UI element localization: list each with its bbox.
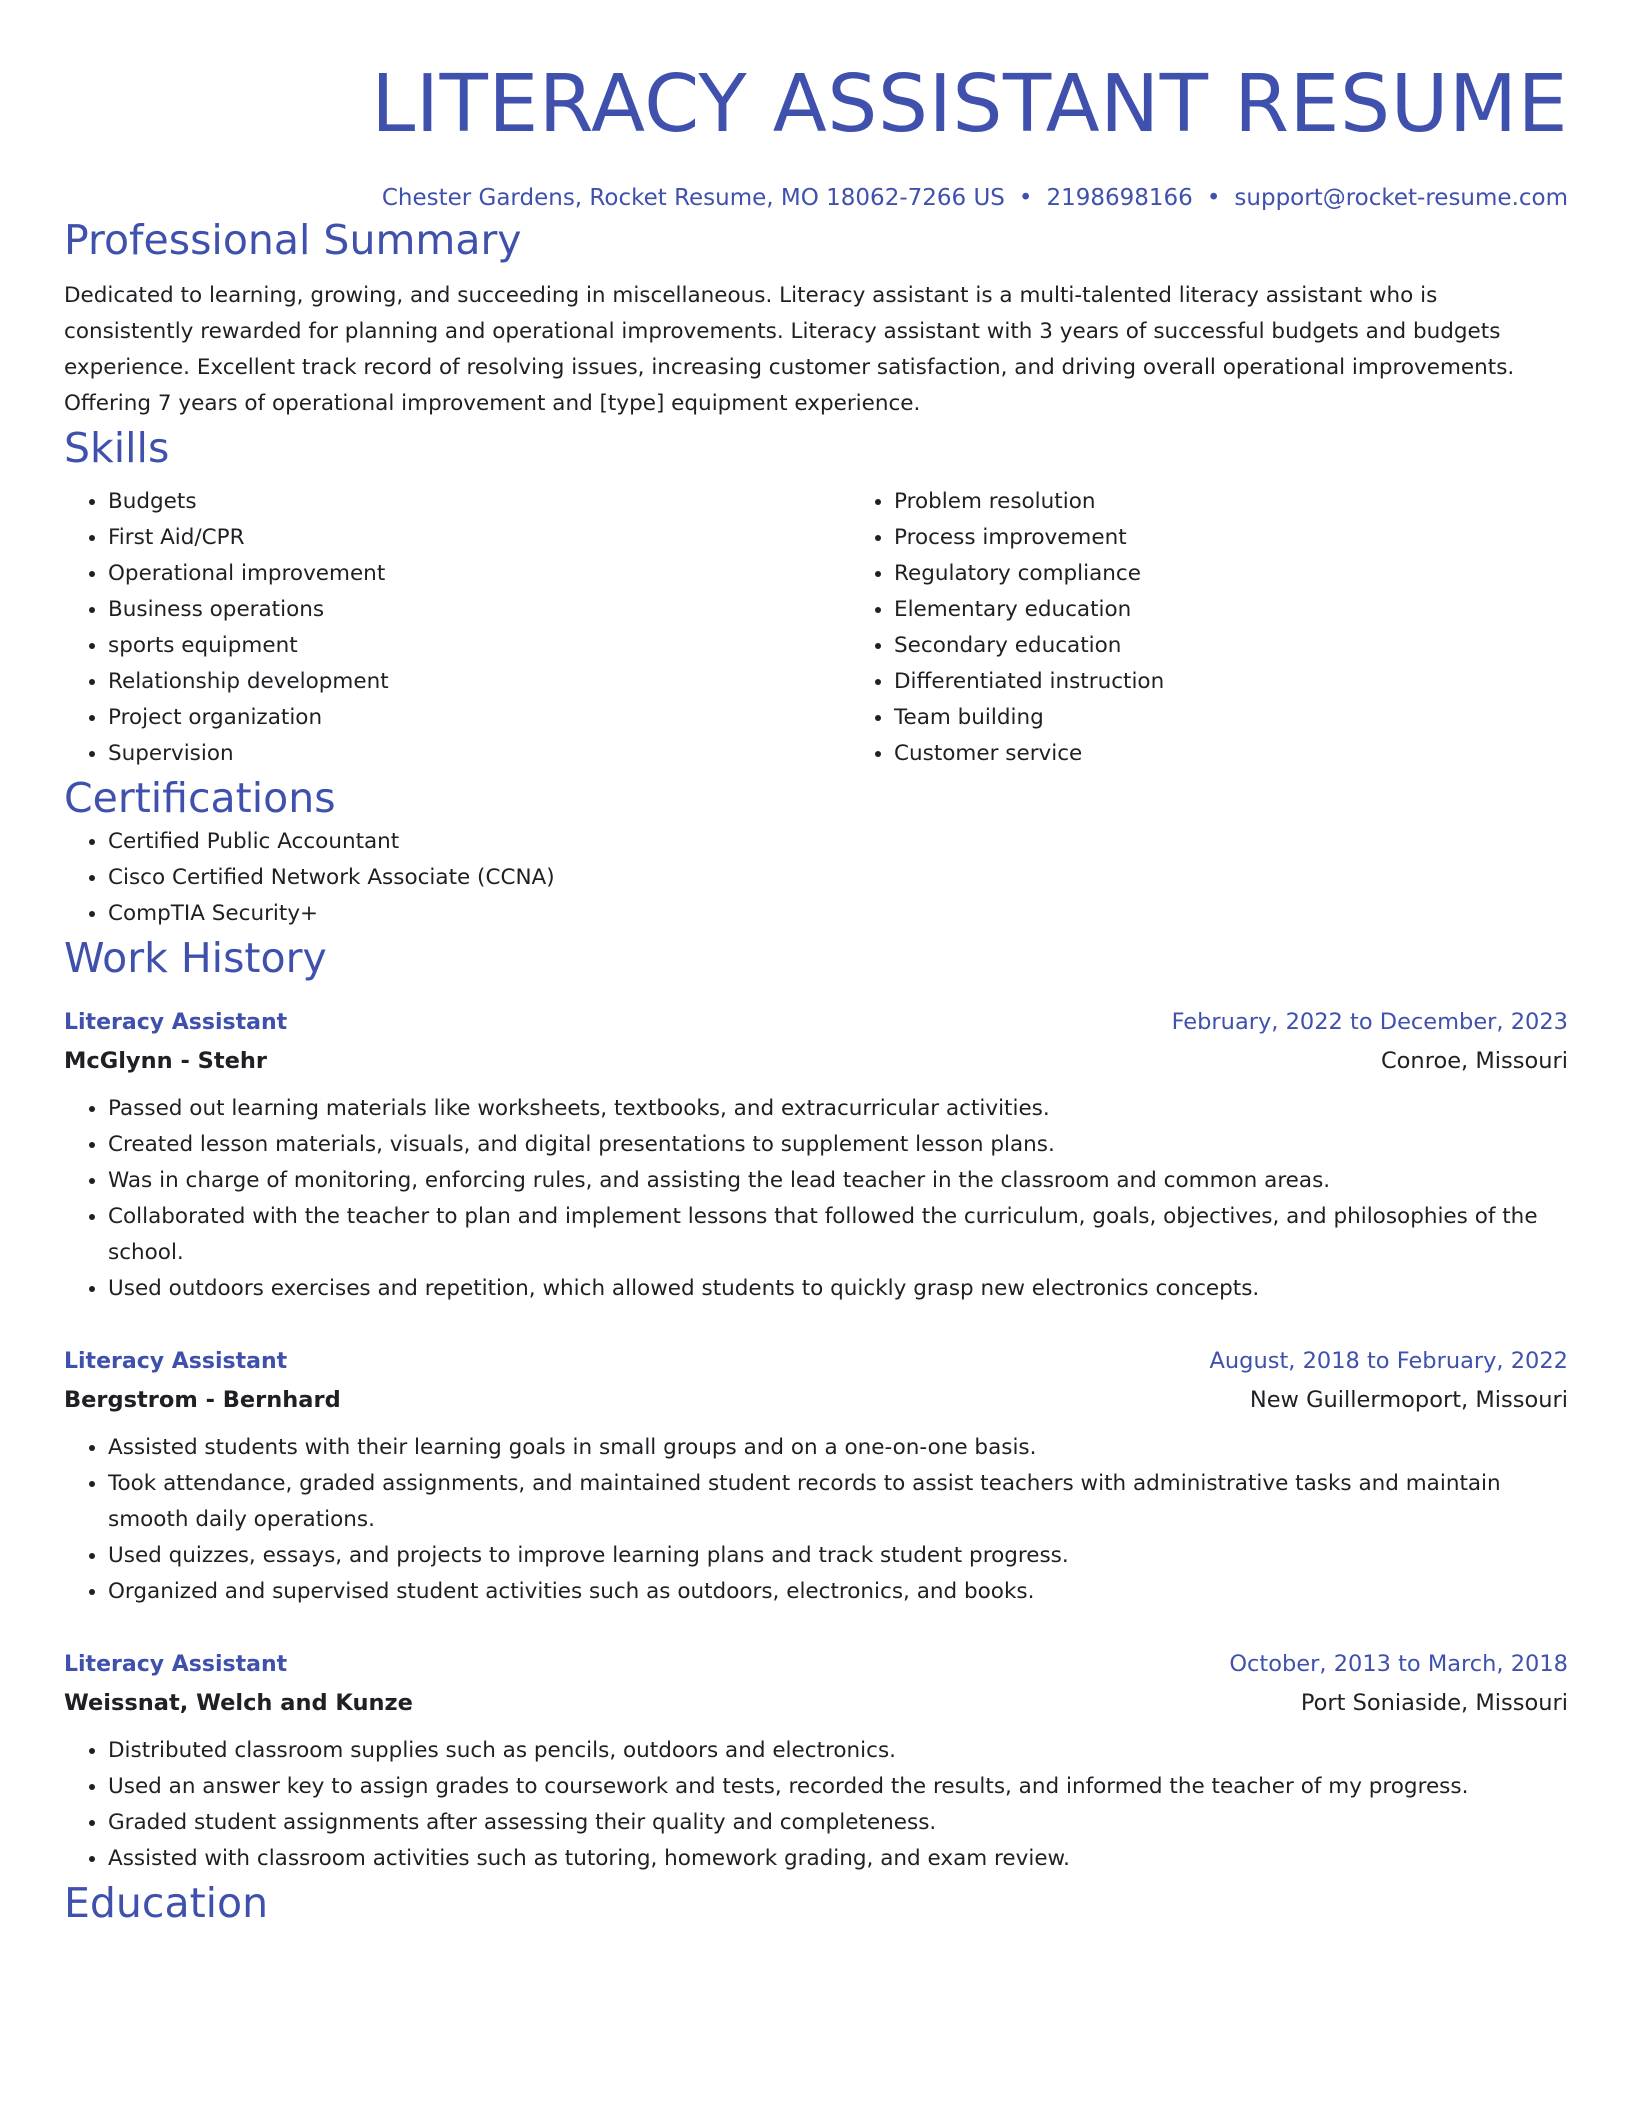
summary-text: Dedicated to learning, growing, and succeeding in miscellaneous. Literacy assistant is a multi-talented literacy assistant who is consistently rewarded for planning and operational improvements. Literacy assistant with 3 years of successful budgets and budgets experience. Excellent track record of resolving issues, increasing customer satisfaction, and driving overall operational improvements. Offering 7 years of operational improvement and [type] equipment experience.	[64, 283, 1515, 416]
job-dates: August, 2018 to February, 2022	[1209, 1348, 1568, 1374]
skills-columns	[64, 484, 1568, 772]
job-company: Bergstrom - Bernhard	[64, 1387, 341, 1413]
job-header	[64, 1004, 1568, 1041]
list-item: • Budgets	[108, 484, 850, 520]
resume-page	[64, 0, 1568, 1929]
job-duties	[64, 1091, 1568, 1307]
list-item: • Used an answer key to assign grades to coursework and tests, recorded the results, and informed the teacher of my progress.	[108, 1769, 1568, 1805]
job-header	[64, 1343, 1568, 1380]
list-item: • Used quizzes, essays, and projects to improve learning plans and track student progress.	[108, 1538, 1568, 1574]
section-title-summary: Professional Summary	[64, 216, 522, 264]
list-item: • Organized and supervised student activities such as outdoors, electronics, and books.	[108, 1574, 1568, 1610]
list-item: • Used outdoors exercises and repetition, which allowed students to quickly grasp new electronics concepts.	[108, 1271, 1568, 1307]
list-item: • Business operations	[108, 592, 850, 628]
skills-list-right	[850, 484, 1632, 772]
job-subheader	[64, 1380, 1568, 1420]
list-item: • Assisted with classroom activities such as tutoring, homework grading, and exam review.	[108, 1841, 1568, 1877]
job-entry	[64, 1343, 1568, 1610]
job-title: Literacy Assistant	[64, 1349, 288, 1374]
job-duties	[64, 1430, 1568, 1610]
list-item: • Distributed classroom supplies such as pencils, outdoors and electronics.	[108, 1733, 1568, 1769]
certifications-list	[64, 824, 1568, 932]
job-location: Port Soniaside, Missouri	[1300, 1690, 1568, 1716]
list-item: • Process improvement	[894, 520, 1632, 556]
list-item: • Project organization	[108, 700, 850, 736]
section-title-education: Education	[64, 1879, 269, 1927]
contact-email: support@rocket-resume.com	[1234, 185, 1568, 211]
job-location: New Guillermoport, Missouri	[1249, 1387, 1568, 1413]
list-item: • Was in charge of monitoring, enforcing rules, and assisting the lead teacher in the classroom and common areas.	[108, 1163, 1568, 1199]
list-item: • Secondary education	[894, 628, 1632, 664]
list-item: • CompTIA Security+	[108, 896, 1568, 932]
list-item: • Differentiated instruction	[894, 664, 1632, 700]
list-item: • Elementary education	[894, 592, 1632, 628]
job-title: Literacy Assistant	[64, 1010, 288, 1035]
job-dates: October, 2013 to March, 2018	[1229, 1651, 1568, 1677]
list-item: • First Aid/CPR	[108, 520, 850, 556]
job-location: Conroe, Missouri	[1380, 1048, 1568, 1074]
section-title-work-history: Work History	[64, 934, 327, 982]
list-item: • Passed out learning materials like worksheets, textbooks, and extracurricular activities.	[108, 1091, 1568, 1127]
list-item: • Team building	[894, 700, 1632, 736]
section-title-skills: Skills	[64, 424, 170, 472]
job-subheader	[64, 1041, 1568, 1081]
list-item: • Graded student assignments after assessing their quality and completeness.	[108, 1805, 1568, 1841]
list-item: • Took attendance, graded assignments, and maintained student records to assist teachers with administrative tasks and maintain smooth daily operations.	[108, 1466, 1568, 1538]
job-entry	[64, 1004, 1568, 1307]
list-item: • Problem resolution	[894, 484, 1632, 520]
list-item: • Created lesson materials, visuals, and digital presentations to supplement lesson plans.	[108, 1127, 1568, 1163]
job-dates: February, 2022 to December, 2023	[1171, 1009, 1568, 1035]
skills-list-left	[64, 484, 850, 772]
list-item: • Assisted students with their learning goals in small groups and on a one-on-one basis.	[108, 1430, 1568, 1466]
job-subheader	[64, 1683, 1568, 1723]
contact-separator: •	[1018, 185, 1033, 211]
contact-address: Chester Gardens, Rocket Resume, MO 18062-7266 US	[381, 185, 1005, 211]
list-item: • Supervision	[108, 736, 850, 772]
list-item: • sports equipment	[108, 628, 850, 664]
job-company: McGlynn - Stehr	[64, 1048, 267, 1074]
job-title: Literacy Assistant	[64, 1652, 288, 1677]
list-item: • Certified Public Accountant	[108, 824, 1568, 860]
job-duties	[64, 1733, 1568, 1877]
job-entry	[64, 1646, 1568, 1877]
section-title-certifications: Certifications	[64, 774, 336, 822]
list-item: • Operational improvement	[108, 556, 850, 592]
contact-line	[64, 182, 1568, 214]
contact-separator: •	[1206, 185, 1221, 211]
contact-phone: 2198698166	[1046, 185, 1193, 211]
list-item: • Customer service	[894, 736, 1632, 772]
job-company: Weissnat, Welch and Kunze	[64, 1690, 413, 1716]
list-item: • Regulatory compliance	[894, 556, 1632, 592]
list-item: • Cisco Certified Network Associate (CCNA)	[108, 860, 1568, 896]
list-item: • Collaborated with the teacher to plan and implement lessons that followed the curriculum, goals, objectives, and philosophies of the school.	[108, 1199, 1568, 1271]
resume-name: LITERACY ASSISTANT RESUME	[371, 58, 1568, 150]
list-item: • Relationship development	[108, 664, 850, 700]
job-header	[64, 1646, 1568, 1683]
